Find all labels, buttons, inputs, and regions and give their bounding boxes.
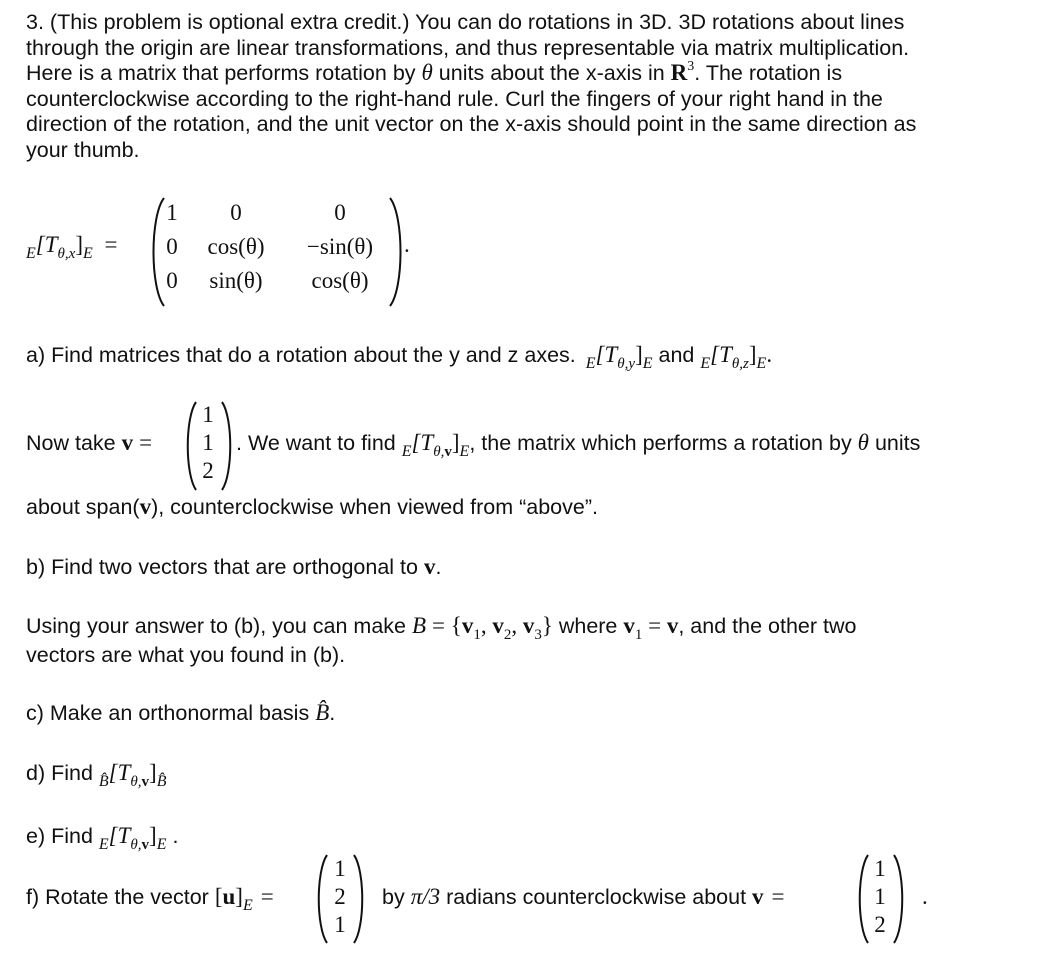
part-b: [26, 554, 441, 580]
v-vector-right-paren: [220, 400, 234, 492]
intro-line-3: [26, 60, 1036, 86]
basis-text-a: Using your answer to (b), you can make: [26, 614, 412, 638]
mx-cell-1-2: −sin(θ): [306, 234, 374, 259]
part-b-text: b) Find two vectors that are orthogonal to: [26, 555, 424, 579]
basis-line-1: [26, 613, 856, 642]
part-a-transform-y: [T: [595, 342, 618, 367]
now-take-v: v: [121, 430, 134, 455]
u-vector-1: 2: [334, 884, 346, 909]
lhs-basis-left: E: [26, 245, 36, 262]
mx-cell-2-1: sin(θ): [209, 268, 263, 293]
real-space-symbol: R: [670, 60, 688, 85]
equals-sign: =: [104, 232, 118, 257]
v2-vector-0: 1: [874, 856, 886, 881]
basis-v2: v: [492, 613, 504, 638]
now-take-close: ]: [451, 430, 460, 455]
part-f-pi-over-3: π/3: [410, 884, 441, 909]
intro-line-1: 3. (This problem is optional extra credit.) You can do rotations in 3D. 3D rotations about lines: [26, 10, 905, 34]
part-d-basis-2: B̂: [156, 773, 167, 790]
part-e-text: e) Find: [26, 824, 99, 848]
part-a-period: .: [766, 342, 773, 367]
basis-eq: =: [642, 613, 667, 638]
now-take-rest: [236, 430, 920, 459]
basis-sub-3: 3: [534, 627, 542, 643]
intro-line-3-text-a: Here is a matrix that performs rotation by: [26, 61, 422, 85]
now-take-line: [26, 430, 152, 456]
part-a-sub-z: θ,z: [731, 356, 749, 372]
mx-cell-1-0: 0: [166, 234, 178, 259]
u-vector-2: 1: [334, 912, 346, 937]
part-f-v-equals: =: [771, 884, 785, 909]
now-take-text-a: . We want to find: [236, 431, 402, 455]
now-take-sub-theta: θ,: [433, 444, 445, 460]
intro-line-6: your thumb.: [26, 137, 140, 162]
u-vector-right-paren: [352, 853, 366, 945]
now-take-sub-v: v: [444, 444, 452, 460]
basis-B: B: [411, 613, 427, 638]
problem-intro: [26, 9, 1036, 162]
part-d-sub-theta: θ,: [130, 774, 142, 790]
part-f-middle: [382, 884, 785, 910]
mx-cell-0-0: 1: [166, 200, 178, 225]
mx-cell-0-1: 0: [230, 200, 242, 225]
intro-line-2: through the origin are linear transformations, and thus representable via matrix multiplication.: [26, 35, 910, 60]
basis-set-open: = {: [432, 613, 462, 638]
basis-text-b: where: [552, 614, 624, 638]
basis-sub-1-b: 1: [634, 627, 643, 643]
u-vector-left-paren: [315, 853, 329, 945]
part-b-period: .: [435, 555, 442, 579]
now-take-line-2: [26, 494, 598, 520]
part-f-text-a: f) Rotate the vector: [26, 885, 215, 909]
mx-cell-1-1: cos(θ): [207, 234, 265, 259]
basis-sub-1: 1: [473, 627, 481, 643]
matrix-x-lhs: [26, 232, 118, 262]
matrix-x-period: .: [404, 232, 410, 257]
part-f-u-open: [: [214, 884, 223, 909]
basis-comma-1: ,: [480, 613, 493, 638]
part-f-period: .: [922, 884, 928, 909]
real-space-exponent: 3: [687, 59, 695, 74]
v-vector-2: 2: [202, 458, 214, 483]
part-d-text: d) Find: [26, 761, 99, 785]
theta-symbol: θ: [421, 60, 433, 85]
part-c-text: c) Make an orthonormal basis: [26, 701, 316, 725]
part-f-v: v: [752, 884, 764, 909]
now-take-line2-a: about span(: [26, 495, 140, 519]
lhs-basis-right: E: [82, 245, 93, 262]
part-c-period: .: [329, 701, 336, 725]
part-a-close-2: ]: [748, 342, 757, 367]
part-e-basis-1: E: [98, 836, 109, 853]
basis-v3: v: [522, 613, 535, 638]
part-f-basis: E: [242, 897, 253, 914]
now-take-equals: =: [139, 430, 153, 455]
lhs-close-bracket: ]: [75, 232, 83, 257]
part-c: [26, 700, 335, 726]
v2-vector-2: 2: [874, 912, 886, 937]
part-f-equals: =: [260, 884, 274, 909]
part-e-sub-v: v: [141, 837, 150, 853]
basis-comma-2: ,: [511, 613, 523, 638]
part-d: [26, 760, 167, 789]
now-take-transform: [T: [411, 430, 434, 455]
v2-vector-1: 1: [874, 884, 886, 909]
part-d-transform: [T: [108, 760, 131, 785]
now-take-basis-2: E: [459, 443, 470, 460]
lhs-transform: [T: [35, 232, 58, 257]
basis-v1: v: [461, 613, 474, 638]
part-a-close-1: ]: [635, 342, 643, 367]
now-take-theta: θ: [857, 430, 869, 455]
part-a-text: a) Find matrices that do a rotation about the y and z axes.: [26, 343, 576, 367]
intro-line-5: direction of the rotation, and the unit vector on the x-axis should point in the same direction as: [26, 112, 917, 136]
v2-vector-right-paren: [892, 853, 906, 945]
part-a-and: and: [658, 343, 695, 367]
part-e-period: .: [166, 824, 179, 848]
now-take-text-c: units: [868, 431, 921, 455]
intro-line-3-text-c: . The rotation is: [694, 61, 843, 85]
mx-cell-0-2: 0: [334, 200, 346, 225]
part-a-basis-3: E: [700, 355, 711, 372]
part-d-close: ]: [149, 760, 157, 785]
v-vector-1: 1: [202, 430, 214, 455]
part-f-u: u: [222, 884, 236, 909]
lhs-subscript: θ,x: [57, 246, 76, 262]
part-a-basis-1: E: [585, 355, 596, 372]
part-e-basis-2: E: [156, 836, 167, 853]
now-take-basis-1: E: [401, 443, 412, 460]
part-a-basis-4: E: [756, 355, 767, 372]
part-f-text-c: radians counterclockwise about: [440, 885, 753, 909]
intro-line-3-text-b: units about the x-axis in: [432, 61, 671, 85]
u-vector-0: 1: [334, 856, 346, 881]
basis-v: v: [666, 613, 679, 638]
matrix-x-right-paren: [386, 196, 406, 308]
part-f-u-close: ]: [235, 884, 243, 909]
now-take-line2-b: ), counterclockwise when viewed from “above”.: [151, 495, 598, 519]
now-take-line2-v: v: [139, 494, 152, 519]
part-e-transform: [T: [108, 823, 131, 848]
part-e: [26, 823, 178, 852]
part-b-v: v: [423, 554, 436, 579]
basis-set-close: }: [541, 613, 553, 638]
part-a-sub-y: θ,y: [617, 356, 636, 372]
intro-line-4: counterclockwise according to the right-hand rule. Curl the fingers of your right hand in the: [26, 86, 883, 111]
part-e-sub-theta: θ,: [130, 837, 142, 853]
part-f-text-b: by: [382, 885, 411, 909]
mx-cell-2-0: 0: [166, 268, 178, 293]
part-e-close: ]: [149, 823, 157, 848]
part-a: [26, 342, 772, 371]
mx-cell-2-2: cos(θ): [311, 268, 369, 293]
part-c-B-hat: B̂: [315, 700, 330, 725]
part-a-basis-2: E: [642, 355, 653, 372]
now-take-text-b: , the matrix which performs a rotation by: [469, 431, 858, 455]
part-a-transform-z: [T: [710, 342, 732, 367]
v-vector-0: 1: [202, 402, 214, 427]
basis-text-c: , and the other two: [678, 614, 857, 638]
basis-sub-2: 2: [503, 627, 512, 643]
now-take-label: Now take: [26, 431, 122, 455]
part-f-lead: [26, 884, 274, 913]
part-d-sub-v: v: [141, 774, 150, 790]
part-d-basis-1: B̂: [98, 773, 109, 790]
basis-v1-b: v: [623, 613, 635, 638]
basis-line-2: vectors are what you found in (b).: [26, 643, 346, 667]
